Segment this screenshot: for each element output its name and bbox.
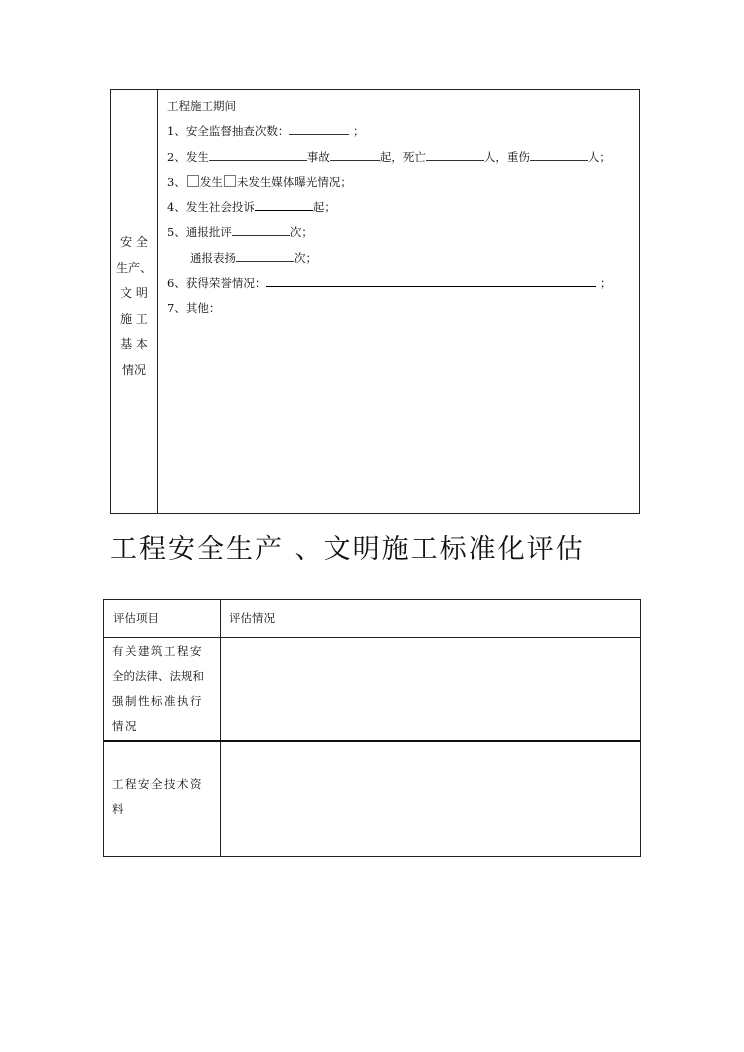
item-7: 7、其他： bbox=[167, 301, 221, 316]
laws-evaluation-cell[interactable] bbox=[221, 638, 640, 739]
inspection-count-field[interactable] bbox=[289, 122, 349, 135]
accident-count-field[interactable] bbox=[330, 148, 380, 161]
praise-field[interactable] bbox=[236, 249, 294, 262]
safety-basic-info-table bbox=[110, 89, 640, 514]
complaints-field[interactable] bbox=[255, 198, 313, 211]
item-4: 4、发生社会投诉 起； bbox=[167, 200, 336, 215]
item-line: 全的法律、法规和 bbox=[112, 669, 204, 683]
criticism-field[interactable] bbox=[232, 223, 290, 236]
item-line: 工程安全技术资 bbox=[112, 777, 203, 791]
row-label bbox=[111, 230, 157, 383]
info-lines bbox=[167, 94, 611, 322]
label-line: 生产、 bbox=[115, 260, 152, 275]
deaths-field[interactable] bbox=[426, 148, 484, 161]
page-title: 工程安全生产 、文明施工标准化评估 bbox=[110, 534, 585, 565]
label-line: 基 本 bbox=[120, 337, 148, 351]
item-5: 5、通报批评 次； bbox=[167, 225, 313, 240]
item-1: 1、安全监督抽查次数： ； bbox=[167, 124, 365, 139]
honors-field[interactable] bbox=[266, 274, 596, 287]
item-6: 6、获得荣誉情况： ； bbox=[167, 276, 612, 291]
item-line: 料 bbox=[112, 802, 125, 816]
item-line: 情况 bbox=[112, 719, 138, 733]
heading: 工程施工期间 bbox=[167, 99, 236, 113]
accident-type-field[interactable] bbox=[209, 148, 307, 161]
item-line: 有关建筑工程安 bbox=[112, 644, 203, 658]
injuries-field[interactable] bbox=[530, 148, 588, 161]
label-line: 施 工 bbox=[120, 311, 148, 326]
item-2: 2、发生 事故 起，死亡 人，重伤 人； bbox=[167, 149, 611, 164]
label-line: 安 全 bbox=[120, 235, 148, 249]
tech-docs-evaluation-cell[interactable] bbox=[221, 742, 640, 856]
header-status: 评估情况 bbox=[229, 611, 275, 625]
row-item-laws bbox=[112, 639, 220, 739]
column-divider bbox=[157, 90, 158, 513]
item-line: 强制性标准执行 bbox=[112, 694, 203, 708]
label-line: 情况 bbox=[121, 362, 146, 377]
item-5b: 通报表扬 次； bbox=[190, 250, 317, 265]
occurred-checkbox[interactable] bbox=[187, 175, 199, 187]
row-item-tech-docs bbox=[112, 772, 220, 822]
label-line: 文 明 bbox=[120, 286, 148, 300]
header-item: 评估项目 bbox=[113, 611, 159, 625]
evaluation-table bbox=[103, 599, 641, 857]
item-3: 3、 发生 未发生媒体曝光情况； bbox=[167, 174, 352, 189]
not-occurred-checkbox[interactable] bbox=[224, 175, 236, 187]
